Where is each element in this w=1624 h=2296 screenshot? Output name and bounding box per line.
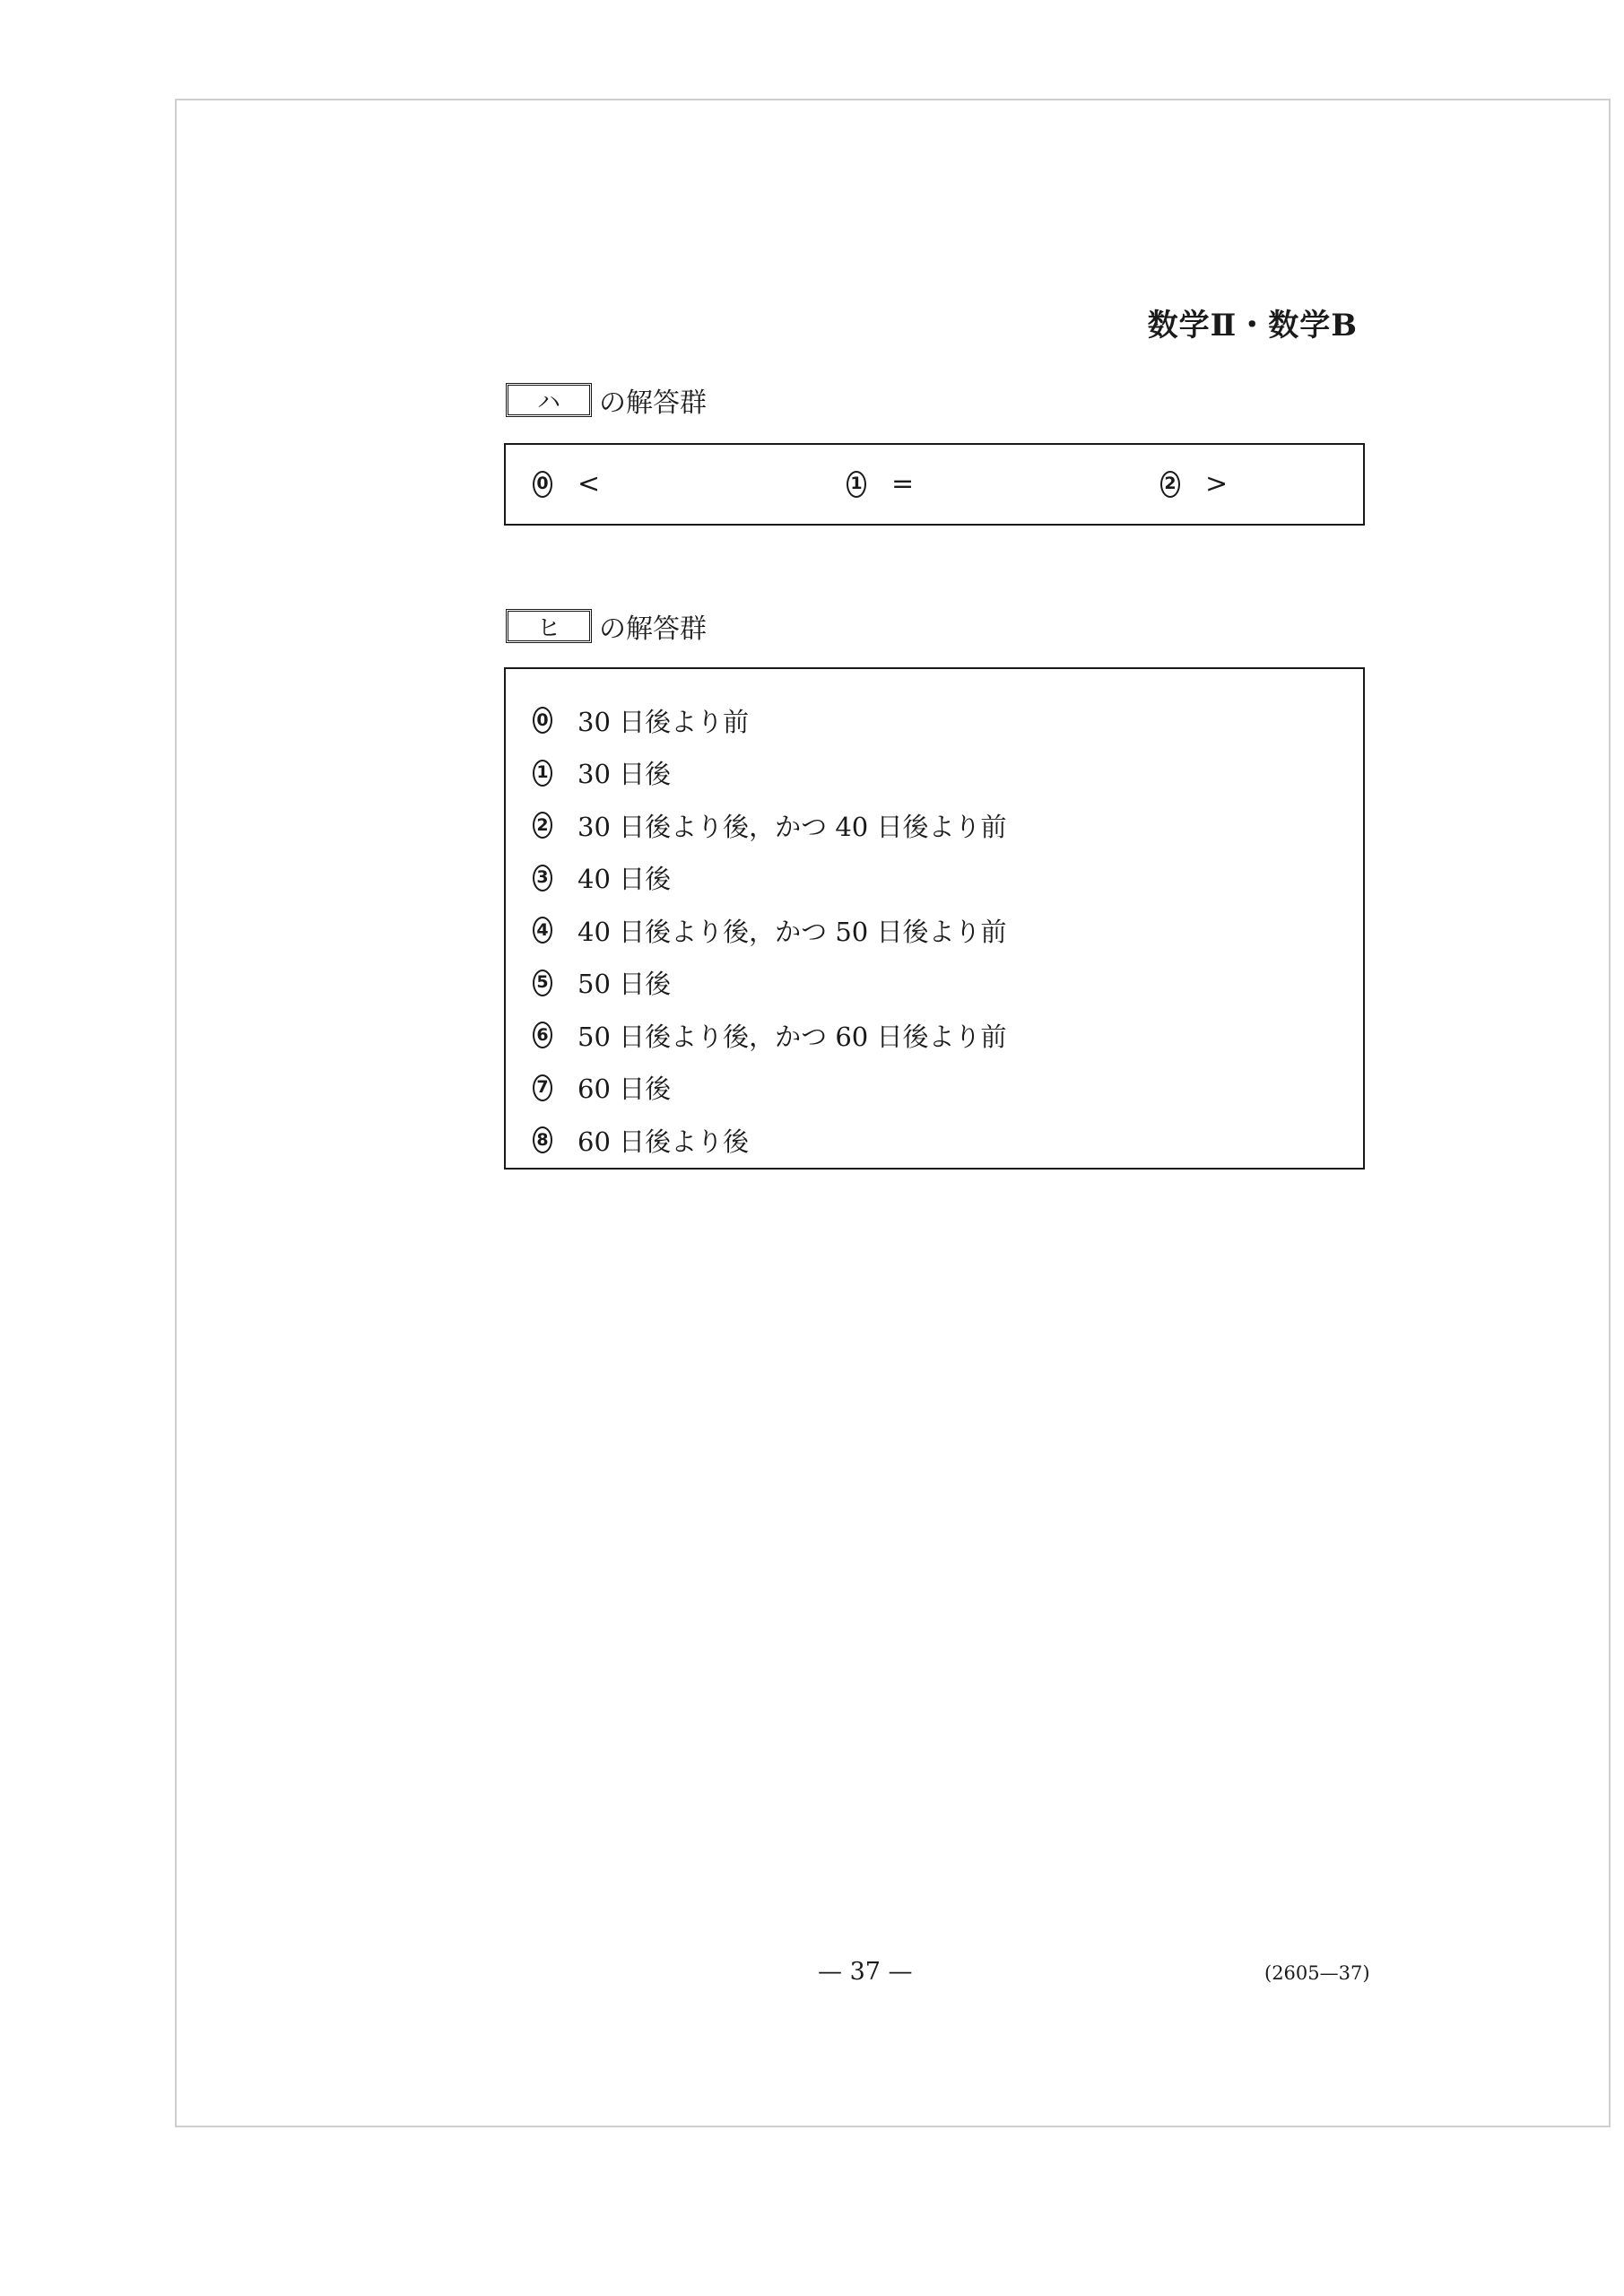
choice-number: 5 (533, 970, 552, 996)
choice-text: 40 日後 (578, 864, 672, 895)
choice-text: 50 日後 (578, 969, 672, 1000)
choice-number: 1 (533, 760, 552, 787)
choice-hi-6 (506, 1009, 1363, 1062)
choice-text: 40 日後より後，かつ 50 日後より前 (578, 916, 1007, 947)
choice-text: 60 日後より後 (578, 1126, 750, 1157)
choice-hi-5 (506, 957, 1363, 1010)
blank-box-hi: ヒ (506, 609, 592, 643)
choice-hi-1 (506, 747, 1363, 800)
choice-number: 4 (533, 917, 552, 944)
choice-text: < (578, 468, 601, 500)
choice-text: 30 日後 (578, 759, 672, 790)
choice-hi-4 (506, 904, 1363, 957)
choice-ha-0 (533, 468, 600, 500)
choice-text: > (1205, 468, 1229, 500)
choice-text: 30 日後より前 (578, 706, 750, 737)
answer-choices-ha (504, 443, 1365, 526)
answer-group-label-ha (506, 380, 707, 420)
choice-number: 3 (533, 865, 552, 891)
choice-number: 0 (533, 707, 552, 734)
choice-text: = (891, 468, 915, 500)
choice-text: 50 日後より後，かつ 60 日後より前 (578, 1021, 1007, 1052)
choice-number: 8 (533, 1126, 552, 1153)
choice-number: 1 (847, 471, 866, 498)
blank-box-ha: ハ (506, 383, 592, 417)
choice-hi-2 (506, 799, 1363, 852)
choice-hi-7 (506, 1062, 1363, 1115)
choice-number: 2 (533, 812, 552, 839)
choice-number: 6 (533, 1022, 552, 1048)
choice-text: 60 日後 (578, 1074, 672, 1105)
choice-hi-3 (506, 852, 1363, 905)
answer-choices-hi (504, 667, 1365, 1170)
choice-text: 30 日後より後，かつ 40 日後より前 (578, 811, 1007, 842)
answer-group-label-hi (506, 606, 707, 646)
choice-number: 2 (1160, 471, 1180, 498)
answer-group-suffix: の解答群 (599, 613, 707, 645)
answer-group-suffix: の解答群 (599, 387, 707, 419)
choice-number: 7 (533, 1074, 552, 1101)
choice-hi-8 (506, 1114, 1363, 1167)
choice-ha-2 (1160, 468, 1228, 500)
subject-header: 数学Ⅱ・数学B (1147, 308, 1358, 344)
page-number: — 37 — (818, 1958, 913, 1986)
choice-hi-0 (506, 694, 1363, 747)
page-code: (2605—37) (1264, 1962, 1370, 1984)
choice-number: 0 (533, 471, 552, 498)
choice-ha-1 (847, 468, 914, 500)
